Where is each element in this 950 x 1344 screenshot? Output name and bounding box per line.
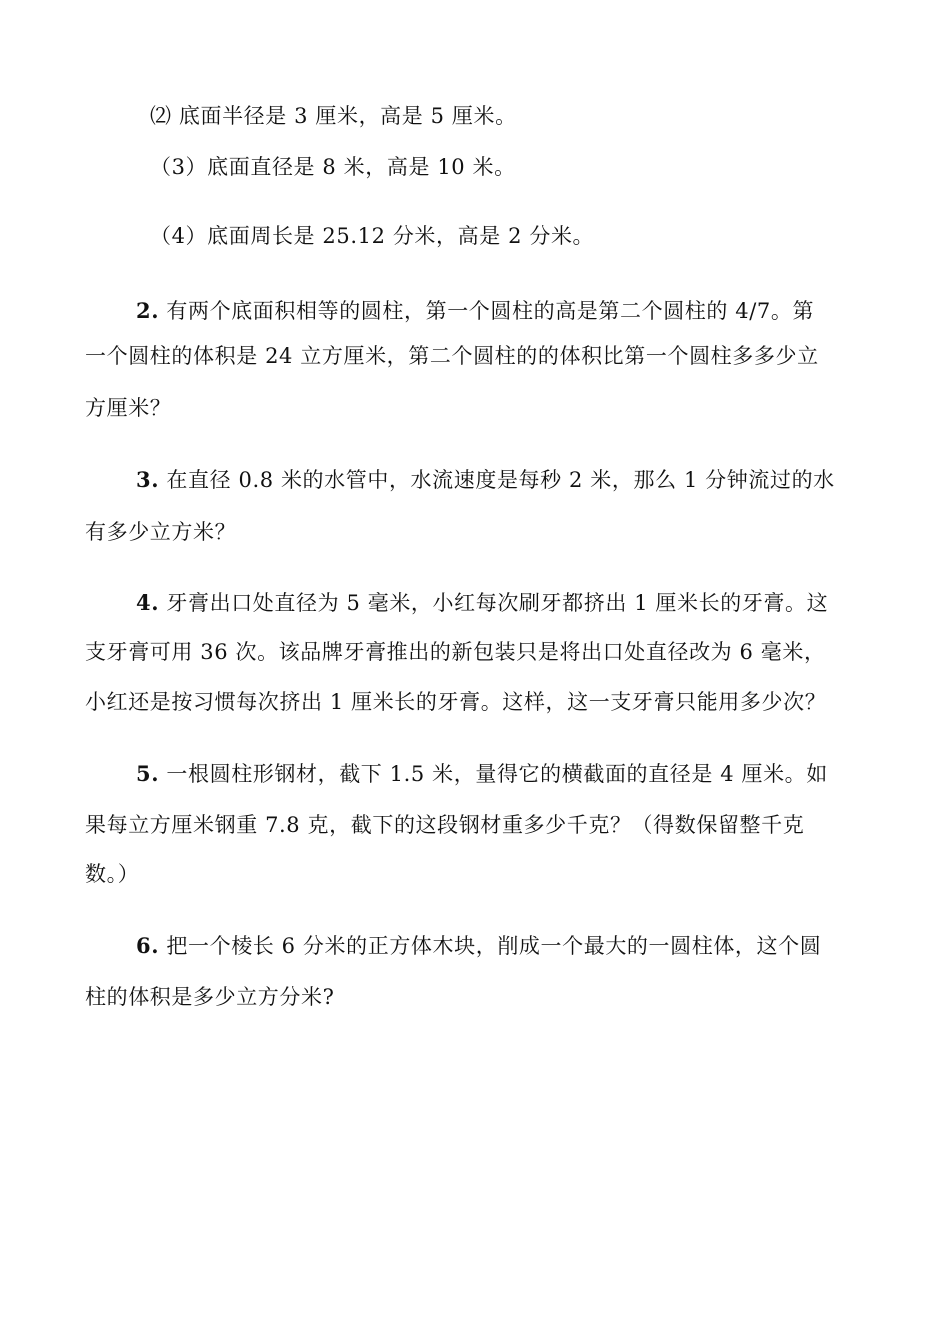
problem-3-line-1 (136, 466, 835, 494)
problem-4-line-1 (136, 589, 828, 617)
problem-number: 3. (136, 467, 160, 492)
problem-5-line-3: 数。） (85, 862, 140, 886)
problem-5-line-1 (136, 760, 828, 788)
problem-6-line-2: 柱的体积是多少立方分米? (85, 985, 335, 1009)
problem-number: 2. (136, 298, 160, 323)
problem-text: 一根圆柱形钢材，截下 1.5 米，量得它的横截面的直径是 4 厘米。如 (166, 762, 828, 786)
problem-number: 6. (136, 933, 160, 958)
problem-text: 有两个底面积相等的圆柱，第一个圆柱的高是第二个圆柱的 4/7。第 (166, 299, 815, 323)
subitem-2: ⑵ 底面半径是 3 厘米，高是 5 厘米。 (150, 104, 517, 128)
problem-4-line-2: 支牙膏可用 36 次。该品牌牙膏推出的新包装只是将出口处直径改为 6 毫米， (85, 640, 826, 664)
problem-2-line-2: 一个圆柱的体积是 24 立方厘米，第二个圆柱的的体积比第一个圆柱多多少立 (85, 344, 819, 368)
problem-text: 牙膏出口处直径为 5 毫米，小红每次刷牙都挤出 1 厘米长的牙膏。这 (166, 591, 829, 615)
problem-4-line-3: 小红还是按习惯每次挤出 1 厘米长的牙膏。这样，这一支牙膏只能用多少次？ (85, 690, 827, 714)
problem-6-line-1 (136, 932, 821, 960)
subitem-4: （4）底面周长是 25.12 分米，高是 2 分米。 (150, 224, 595, 248)
problem-2-line-1 (136, 297, 814, 325)
problem-number: 5. (136, 761, 160, 786)
problem-text: 在直径 0.8 米的水管中，水流速度是每秒 2 米，那么 1 分钟流过的水 (166, 468, 835, 492)
subitem-3: （3）底面直径是 8 米，高是 10 米。 (150, 155, 516, 179)
problem-text: 把一个棱长 6 分米的正方体木块，削成一个最大的一圆柱体，这个圆 (166, 934, 822, 958)
problem-number: 4. (136, 590, 160, 615)
problem-5-line-2: 果每立方厘米钢重 7.8 克，截下的这段钢材重多少千克？（得数保留整千克 (85, 813, 805, 837)
problem-2-line-3: 方厘米？ (85, 396, 172, 420)
problem-3-line-2: 有多少立方米？ (85, 520, 237, 544)
